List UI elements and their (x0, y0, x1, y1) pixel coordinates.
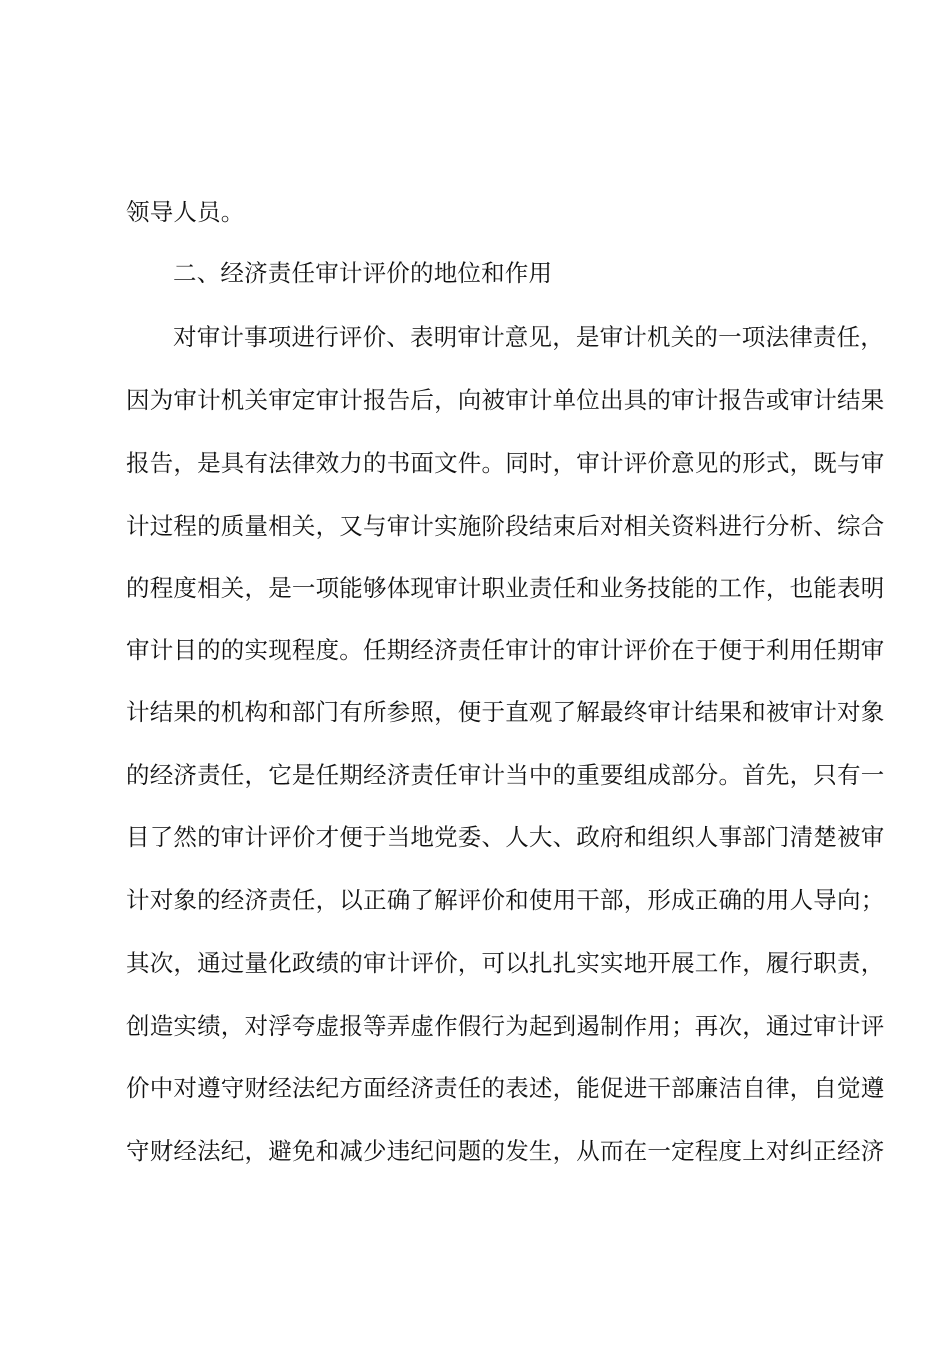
paragraph-line-14: 守财经法纪，避免和减少违纪问题的发生，从而在一定程度上对纠正经济 (126, 1137, 885, 1165)
paragraph-line-5: 的程度相关，是一项能够体现审计职业责任和业务技能的工作，也能表明 (126, 574, 885, 602)
paragraph-line-12: 创造实绩，对浮夸虚报等弄虚作假行为起到遏制作用；再次，通过审计评 (126, 1012, 885, 1040)
paragraph-line-7: 计结果的机构和部门有所参照，便于直观了解最终审计结果和被审计对象 (126, 698, 885, 726)
paragraph-line-1: 对审计事项进行评价、表明审计意见，是审计机关的一项法律责任， (173, 323, 884, 351)
paragraph-line-8: 的经济责任，它是任期经济责任审计当中的重要组成部分。首先，只有一 (126, 761, 885, 789)
paragraph-line-13: 价中对遵守财经法纪方面经济责任的表述，能促进干部廉洁自律，自觉遵 (126, 1074, 885, 1102)
paragraph-line-2: 因为审计机关审定审计报告后，向被审计单位出具的审计报告或审计结果 (126, 386, 885, 414)
paragraph-line-11: 其次，通过量化政绩的审计评价，可以扎扎实实地开展工作，履行职责， (126, 949, 885, 977)
text-line-1: 领导人员。 (126, 198, 245, 226)
paragraph-line-10: 计对象的经济责任，以正确了解评价和使用干部，形成正确的用人导向； (126, 886, 885, 914)
paragraph-line-4: 计过程的质量相关，又与审计实施阶段结束后对相关资料进行分析、综合 (126, 512, 885, 540)
section-heading: 二、经济责任审计评价的地位和作用 (173, 259, 553, 287)
paragraph-line-9: 目了然的审计评价才便于当地党委、人大、政府和组织人事部门清楚被审 (126, 823, 885, 851)
paragraph-line-3: 报告，是具有法律效力的书面文件。同时，审计评价意见的形式，既与审 (126, 449, 885, 477)
paragraph-line-6: 审计目的的实现程度。任期经济责任审计的审计评价在于便于利用任期审 (126, 636, 885, 664)
